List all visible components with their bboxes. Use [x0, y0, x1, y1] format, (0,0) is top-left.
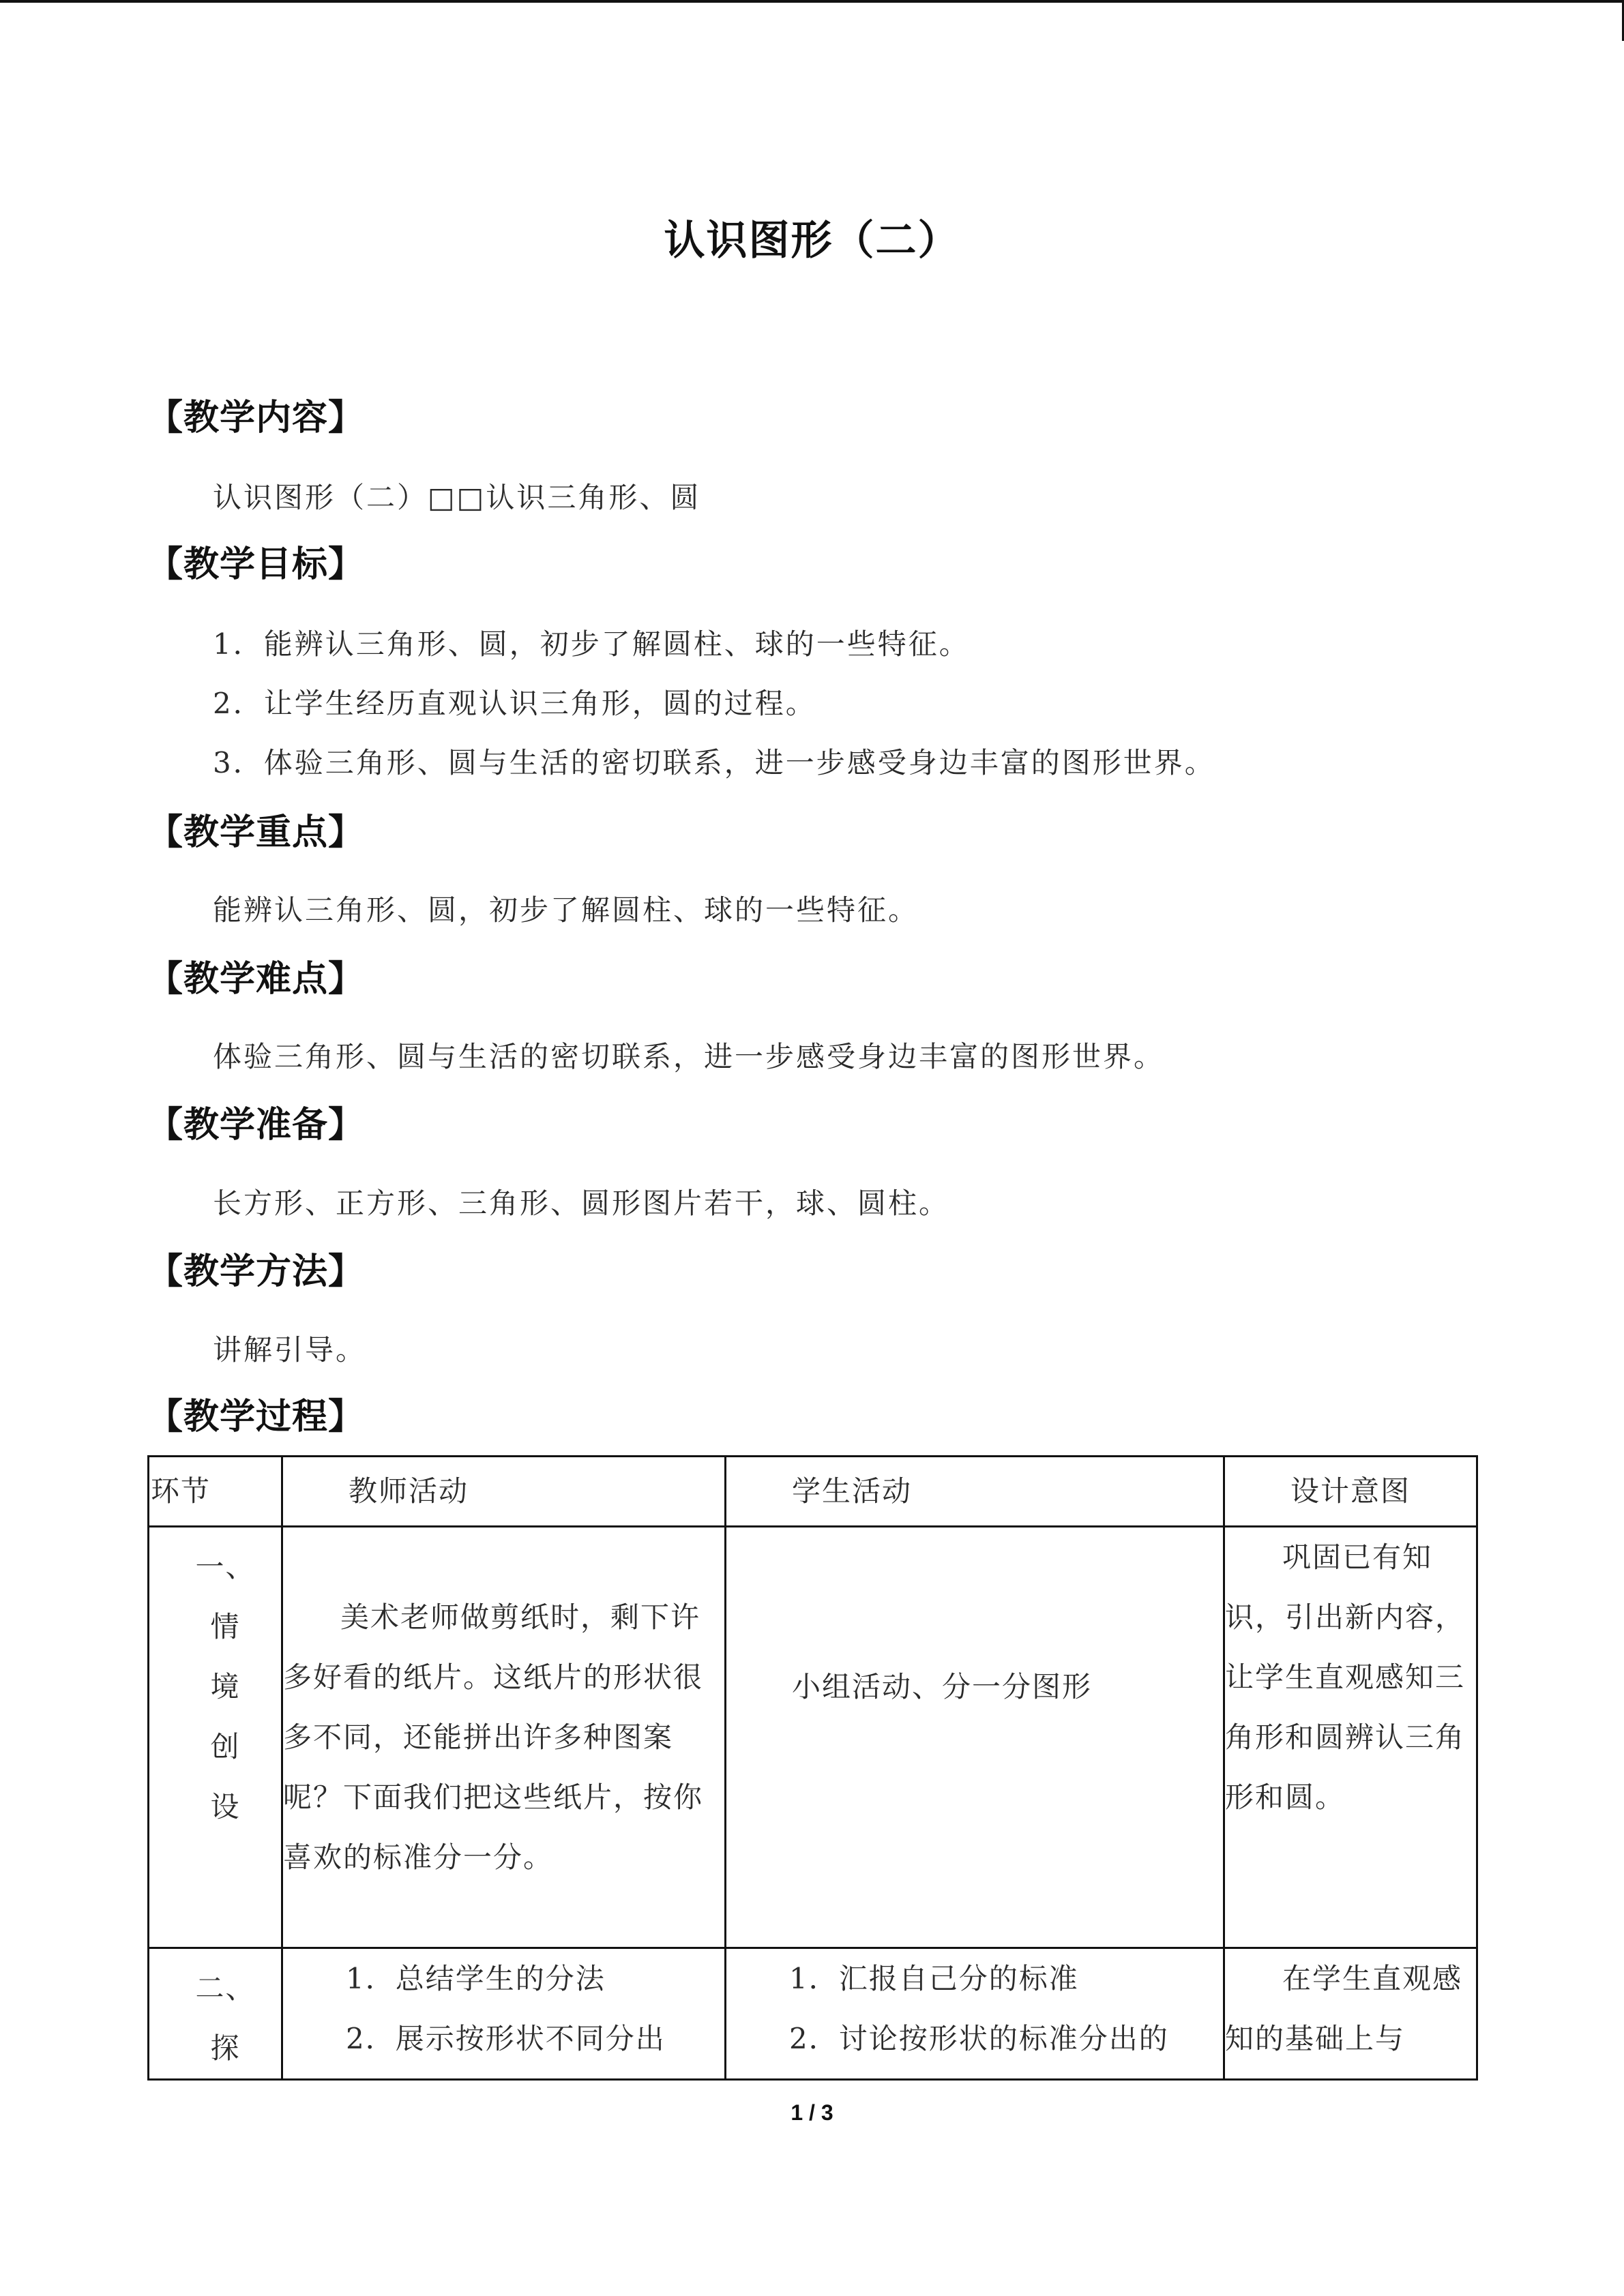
- stage-cell: 二、 探: [149, 1948, 282, 2080]
- teaching-process-table: [147, 1455, 1478, 2081]
- difficulties-text: 体验三角形、圆与生活的密切联系，进一步感受身边丰富的图形世界。: [213, 1040, 1165, 1073]
- design-intent-cell: 在学生直观感知的基础上与: [1224, 1948, 1477, 2080]
- section-heading-key-points: 【教学重点】: [147, 812, 365, 853]
- table-header-row: [149, 1457, 1477, 1527]
- objective-item-3: 3．体验三角形、圆与生活的密切联系，进一步感受身边丰富的图形世界。: [213, 746, 1215, 779]
- teacher-activity-cell: 1．总结学生的分法 2．展示按形状不同分出: [282, 1948, 726, 2080]
- objective-item-1: 1．能辨认三角形、圆，初步了解圆柱、球的一些特征。: [213, 627, 970, 661]
- section-heading-objectives: 【教学目标】: [147, 544, 365, 585]
- header-student-activity: 学生活动: [726, 1457, 1224, 1527]
- teacher-activity-cell: 美术老师做剪纸时，剩下许多好看的纸片。这纸片的形状很多不同，还能拼出许多种图案呢？下面我们把这些纸片，按你喜欢的标准分一分。: [282, 1527, 726, 1948]
- section-heading-method: 【教学方法】: [147, 1251, 365, 1292]
- design-intent-cell: 巩固已有知识，引出新内容，让学生直观感知三角形和圆辨认三角形和圆。: [1224, 1527, 1477, 1948]
- page-number: 1 / 3: [791, 2100, 833, 2125]
- section-heading-preparation: 【教学准备】: [147, 1105, 365, 1146]
- header-stage: 环节: [149, 1457, 282, 1527]
- table-row: [149, 1948, 1477, 2080]
- objective-item-2: 2．让学生经历直观认识三角形，圆的过程。: [213, 687, 816, 720]
- preparation-text: 长方形、正方形、三角形、圆形图片若干，球、圆柱。: [213, 1187, 950, 1220]
- section-heading-process: 【教学过程】: [147, 1397, 365, 1437]
- method-text: 讲解引导。: [213, 1333, 367, 1367]
- student-activity-cell: 1．汇报自己分的标准 2．讨论按形状的标准分出的: [726, 1948, 1224, 2080]
- key-points-text: 能辨认三角形、圆，初步了解圆柱、球的一些特征。: [213, 893, 919, 927]
- stage-cell: 一、 情 境 创 设: [149, 1527, 282, 1948]
- document-title: 认识图形（二）: [664, 217, 960, 265]
- table-row: [149, 1527, 1477, 1948]
- header-design-intent: 设计意图: [1224, 1457, 1477, 1527]
- header-teacher-activity: 教师活动: [282, 1457, 726, 1527]
- content-text: 认识图形（二）□□认识三角形、圆: [213, 481, 701, 514]
- section-heading-content: 【教学内容】: [147, 398, 365, 438]
- student-activity-cell: 小组活动、分一分图形: [726, 1527, 1224, 1948]
- page-top-border: [0, 0, 1624, 3]
- section-heading-difficulties: 【教学难点】: [147, 959, 365, 1000]
